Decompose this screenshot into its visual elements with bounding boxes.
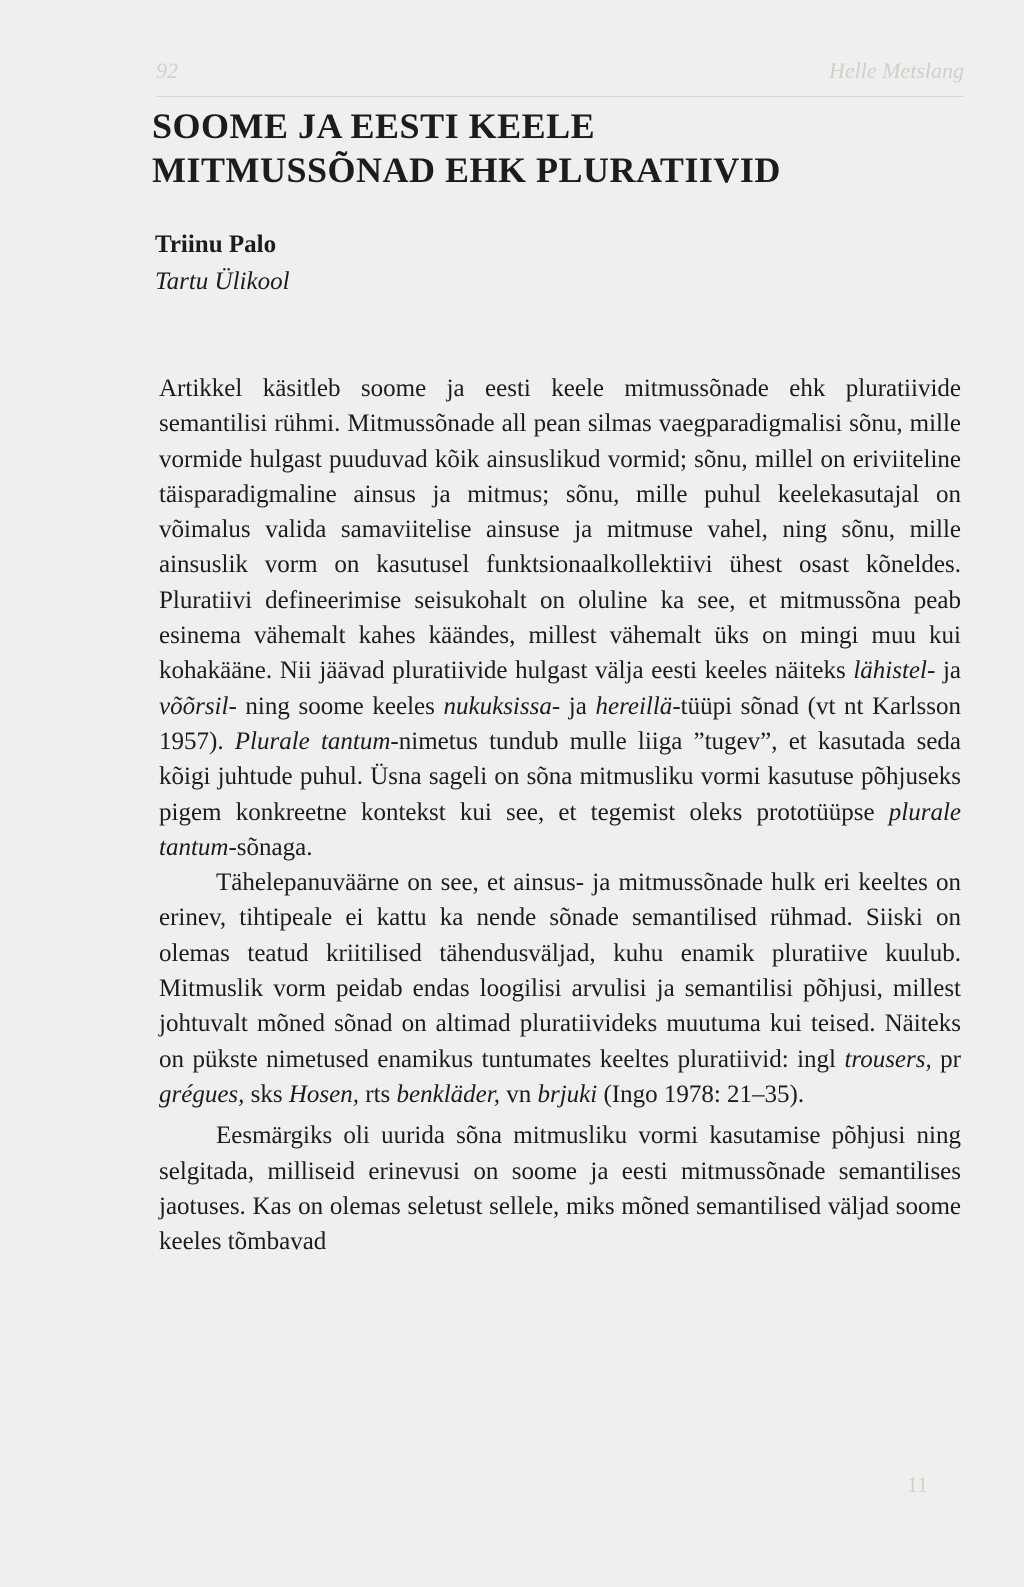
article-body: [159, 371, 961, 1259]
text-run: ja: [935, 657, 961, 685]
show-through-page-number: 92: [156, 58, 178, 83]
italic-term: Plurale tantum: [234, 727, 391, 755]
author-affiliation: Tartu Ülikool: [155, 268, 290, 295]
italic-term: Hosen,: [288, 1080, 360, 1108]
italic-term: benkläder,: [396, 1080, 500, 1108]
author-name: Triinu Palo: [155, 231, 277, 258]
italic-term: lähistel-: [853, 657, 936, 685]
body-paragraph-1: [159, 865, 961, 1112]
italic-term: plurale tantum: [159, 798, 961, 861]
show-through-running-head: Helle Metslang: [828, 58, 964, 83]
show-through-footer-number: 11: [906, 1472, 928, 1497]
italic-term: võõrsil-: [159, 692, 237, 720]
article-title: [152, 104, 972, 192]
text-run: -nimetus tundub mulle liiga ”tugev”, et kasutada seda kõigi juhtude puhul. Üsna sageli on sõna mitmusliku vormi kasutuse põhjuseks pigem konkreetne kontekst kui see, et tegemist oleks prototüüpse: [159, 727, 962, 826]
text-run: pr: [931, 1045, 961, 1073]
text-run: Artikkel käsitleb soome ja eesti keele mitmussõnade ehk pluratiivide semantilisi rühmi. Mitmussõnade all pean silmas vaegparadigmalisi sõnu, mille vormide hulgast puuduvad kõik ainsuslikud vormid; sõnu, millel on eriviiteline täisparadigmaline ainsus ja mitmus; sõnu, mille puhul keelekasutajal on võimalus valida samaviitelise ainsuse ja mitmuse vahel, ning sõnu, mille ainsuslik vorm on kasutusel funktsionaalkollektiivi ühest osast kõneldes. Pluratiivi defineerimise seisukohalt on oluline ka see, et mitmussõna peab esinema vähemalt kahes käändes, millest vähemalt üks on mingi muu kui kohakääne. Nii jäävad pluratiivide hulgast välja eesti keeles näiteks: [159, 375, 961, 685]
show-through-header-rule: [156, 96, 964, 97]
italic-term: nukuksissa-: [443, 692, 561, 720]
text-run: vn: [499, 1080, 538, 1108]
text-run: (Ingo 1978: 21–35).: [597, 1080, 805, 1108]
text-run: -sõnaga.: [228, 833, 313, 861]
article-title-line-2: MITMUSSÕNAD EHK PLURATIIVID: [152, 150, 781, 190]
italic-term: brjuki: [537, 1080, 598, 1108]
abstract-paragraph: [159, 371, 961, 865]
text-run: Tähelepanuväärne on see, et ainsus- ja mitmussõnade hulk eri keeltes on erinev, tihtipeale ei kattu ka nende sõnade semantilised rühmad. Siiski on olemas teatud kriitilised tähendusväljad, kuhu enamik pluratiive kuulub. Mitmuslik vorm peidab endas loogilisi arvulisi ja semantilisi põhjusi, millest johtuvalt mõned sõnad on altimad pluratiivideks muutuma kui teised. Näiteks on pükste nimetused enamikus tuntumates keeltes pluratiivid: ingl: [159, 869, 961, 1073]
italic-term: grégues,: [159, 1080, 245, 1108]
text-run: ning soome keeles: [236, 692, 444, 720]
text-run: Eesmärgiks oli uurida sõna mitmusliku vormi kasutamise põhjusi ning selgitada, milliseid erinevusi on soome ja eesti mitmussõnade semantilises jaotuses. Kas on olemas seletust sellele, miks mõned semantilised väljad soome keeles tõmbavad: [159, 1122, 961, 1256]
article-title-line-1: SOOME JA EESTI KEELE: [152, 106, 596, 146]
italic-term: trousers,: [844, 1045, 932, 1073]
italic-term: hereillä: [595, 692, 673, 720]
body-paragraph-2: [159, 1118, 961, 1259]
text-run: -tüüpi sõnad (vt nt Karlsson 1957).: [159, 692, 961, 755]
text-run: ja: [560, 692, 596, 720]
text-run: rts: [359, 1080, 397, 1108]
text-run: sks: [244, 1080, 289, 1108]
